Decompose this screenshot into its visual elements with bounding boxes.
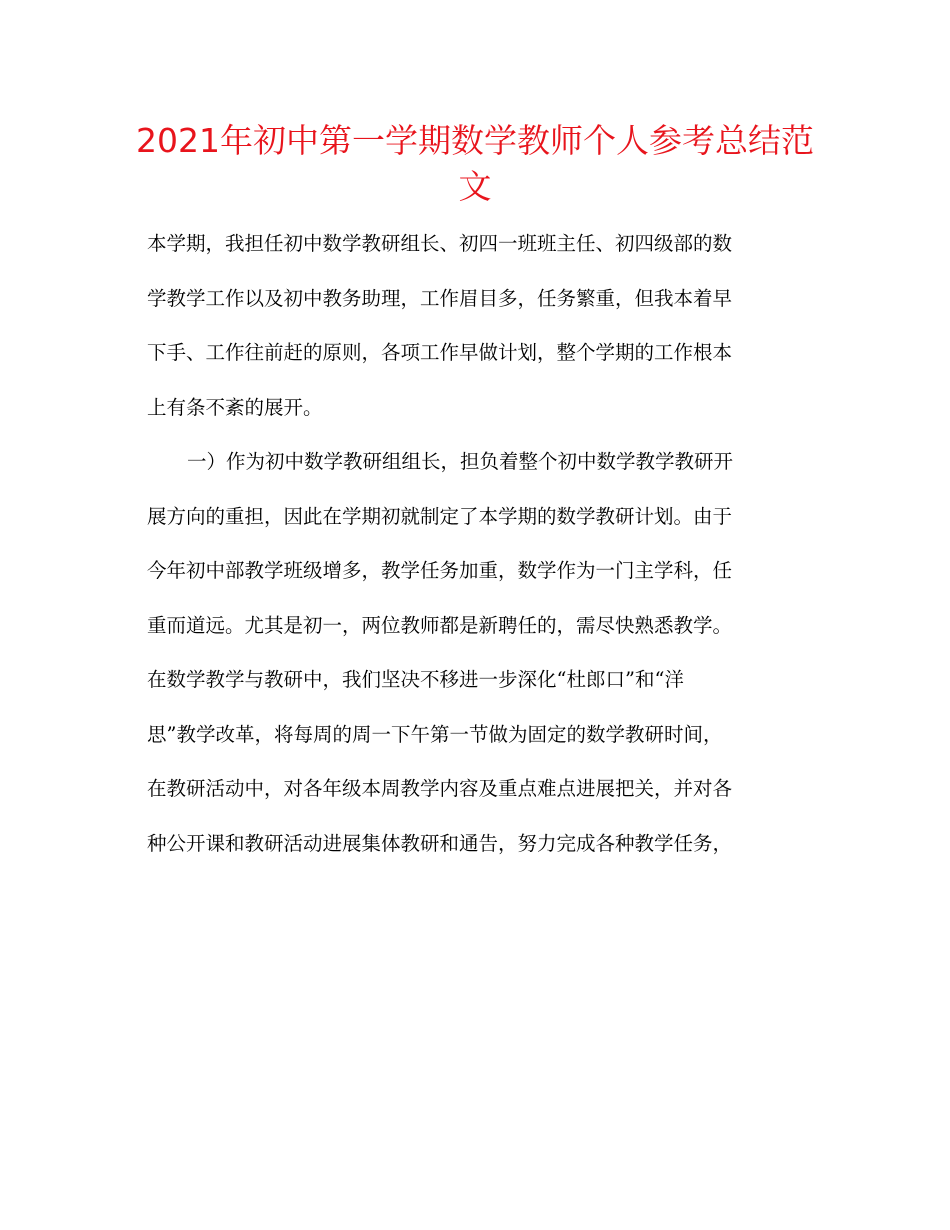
- text-line: 在教研活动中，对各年级本周教学内容及重点难点进展把关，并对各: [147, 777, 733, 800]
- text-line: 下手、工作往前赶的原则，各项工作早做计划，整个学期的工作根本: [147, 341, 733, 364]
- text-line: 重而道远。尤其是初一，两位教师都是新聘任的，需尽快熟悉教学。: [147, 613, 733, 637]
- text-line: 本学期，我担任初中数学教研组长、初四一班班主任、初四级部的数: [147, 232, 733, 255]
- document-body: [147, 222, 807, 876]
- text-line: 展方向的重担，因此在学期初就制定了本学期的数学教研计划。由于: [147, 504, 733, 528]
- text-line: 上有条不紊的展开。: [147, 395, 323, 419]
- text-line: 在数学教学与教研中，我们坚决不移进一步深化“杜郎口”和“洋: [147, 668, 684, 691]
- text-line: 学教学工作以及初中教务助理，工作眉目多，任务繁重，但我本着早: [147, 286, 733, 310]
- text-line: 思”教学改革，将每周的周一下午第一节做为固定的数学教研时间，: [147, 722, 723, 746]
- text-line: 一）作为初中数学教研组组长，担负着整个初中数学教学教研开: [187, 450, 734, 473]
- document-title: 2021年初中第一学期数学教师个人参考总结范文: [136, 121, 814, 206]
- text-line: 种公开课和教研活动进展集体教研和通告，努力完成各种教学任务，: [147, 831, 733, 855]
- text-line: 今年初中部教学班级增多，教学任务加重，数学作为一门主学科，任: [147, 559, 733, 582]
